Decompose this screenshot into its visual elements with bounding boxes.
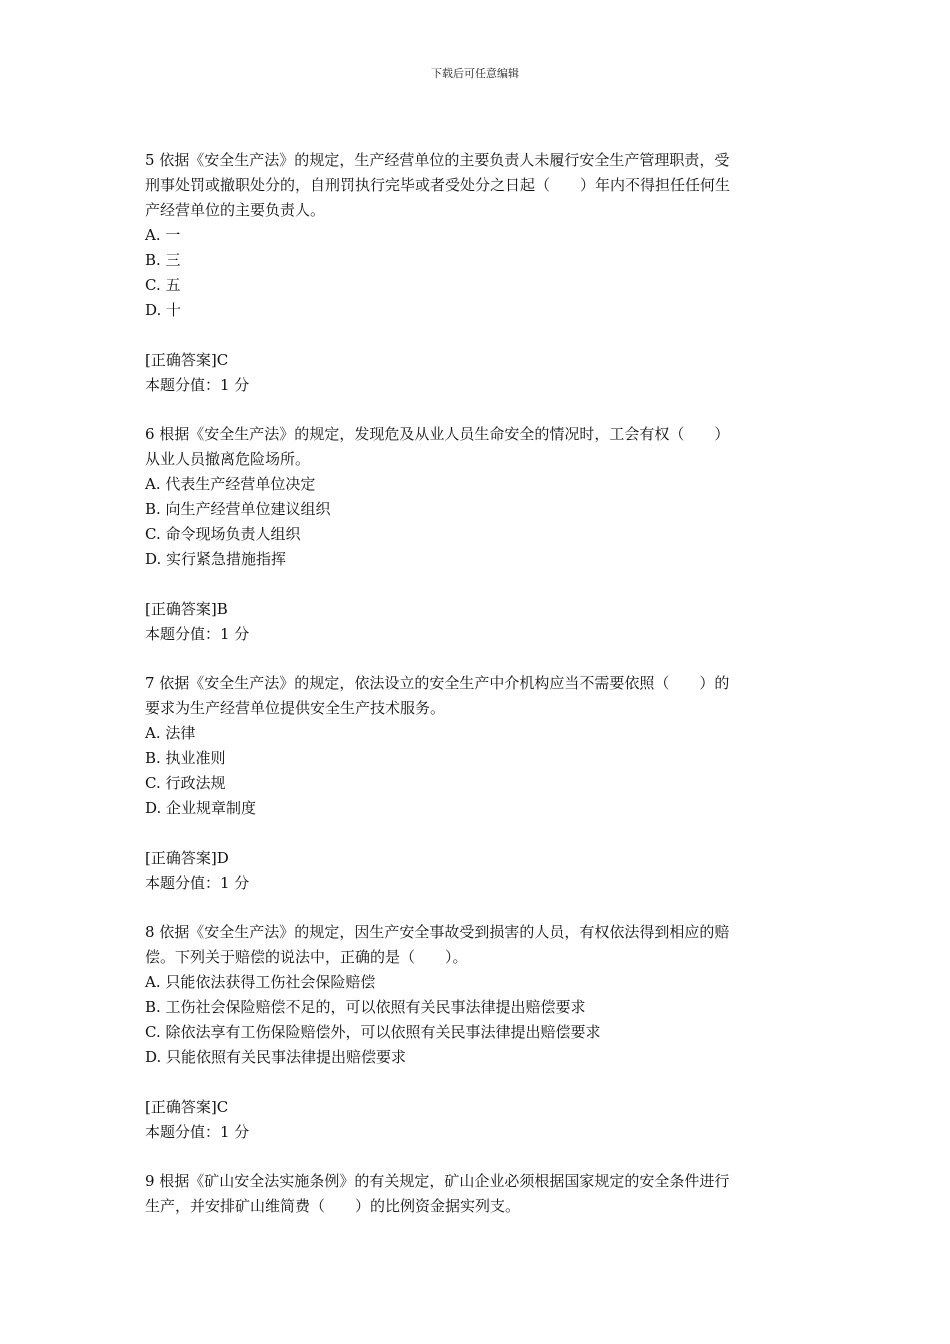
stem-line: 5 依据《安全生产法》的规定，生产经营单位的主要负责人未履行安全生产管理职责，受 <box>145 151 730 169</box>
correct-answer <box>145 1095 810 1120</box>
option-c: C. 行政法规 <box>145 774 226 792</box>
stem-line: 7 依据《安全生产法》的规定，依法设立的安全生产中介机构应当不需要依照（ ）的 <box>145 674 730 692</box>
answer-value: D <box>216 849 229 867</box>
stem-line: 要求为生产经营单位提供安全生产技术服务。 <box>145 699 446 717</box>
option-a: A. 代表生产经营单位决定 <box>145 475 316 493</box>
option-d: D. 实行紧急措施指挥 <box>145 550 287 568</box>
option-a: A. 一 <box>145 226 181 244</box>
option-c: C. 除依法享有工伤保险赔偿外，可以依照有关民事法律提出赔偿要求 <box>145 1023 601 1041</box>
stem-line: 从业人员撤离危险场所。 <box>145 450 311 468</box>
correct-answer <box>145 846 810 871</box>
answer-label: [正确答案] <box>145 351 217 369</box>
answer-value: C <box>216 1098 229 1116</box>
question-stem <box>145 148 810 223</box>
stem-line: 偿。下列关于赔偿的说法中，正确的是（ ）。 <box>145 948 468 966</box>
question-7 <box>145 671 810 896</box>
answer-label: [正确答案] <box>145 849 217 867</box>
question-6 <box>145 422 810 647</box>
stem-line: 9 根据《矿山安全法实施条例》的有关规定，矿山企业必须根据国家规定的安全条件进行 <box>145 1172 730 1190</box>
stem-line: 8 依据《安全生产法》的规定，因生产安全事故受到损害的人员，有权依法得到相应的赔 <box>145 923 730 941</box>
question-stem <box>145 671 810 721</box>
option-a: A. 只能依法获得工伤社会保险赔偿 <box>145 973 376 991</box>
document-body <box>145 148 810 1243</box>
question-score: 本题分值：1 分 <box>145 874 250 892</box>
answer-label: [正确答案] <box>145 600 217 618</box>
option-a: A. 法律 <box>145 724 196 742</box>
question-stem <box>145 920 810 970</box>
stem-line: 生产，并安排矿山维简费（ ）的比例资金据实列支。 <box>145 1197 521 1215</box>
question-8 <box>145 920 810 1145</box>
answer-value: B <box>216 600 228 618</box>
option-d: D. 只能依照有关民事法律提出赔偿要求 <box>145 1048 407 1066</box>
answer-value: C <box>216 351 229 369</box>
stem-line: 6 根据《安全生产法》的规定，发现危及从业人员生命安全的情况时，工会有权（ ） <box>145 425 730 443</box>
option-c: C. 命令现场负责人组织 <box>145 525 301 543</box>
option-b: B. 向生产经营单位建议组织 <box>145 500 331 518</box>
stem-line: 产经营单位的主要负责人。 <box>145 201 326 219</box>
correct-answer <box>145 348 810 373</box>
question-5 <box>145 148 810 398</box>
question-stem <box>145 1169 810 1219</box>
question-9 <box>145 1169 810 1219</box>
option-c: C. 五 <box>145 276 181 294</box>
option-b: B. 工伤社会保险赔偿不足的，可以依照有关民事法律提出赔偿要求 <box>145 998 586 1016</box>
question-stem <box>145 422 810 472</box>
answer-label: [正确答案] <box>145 1098 217 1116</box>
option-b: B. 三 <box>145 251 181 269</box>
stem-line: 刑事处罚或撤职处分的，自刑罚执行完毕或者受处分之日起（ ）年内不得担任任何生 <box>145 176 731 194</box>
correct-answer <box>145 597 810 622</box>
page-header: 下载后可任意编辑 <box>431 67 519 80</box>
question-score: 本题分值：1 分 <box>145 625 250 643</box>
question-score: 本题分值：1 分 <box>145 376 250 394</box>
option-b: B. 执业准则 <box>145 749 226 767</box>
option-d: D. 企业规章制度 <box>145 799 257 817</box>
option-d: D. 十 <box>145 301 182 319</box>
question-score: 本题分值：1 分 <box>145 1123 250 1141</box>
